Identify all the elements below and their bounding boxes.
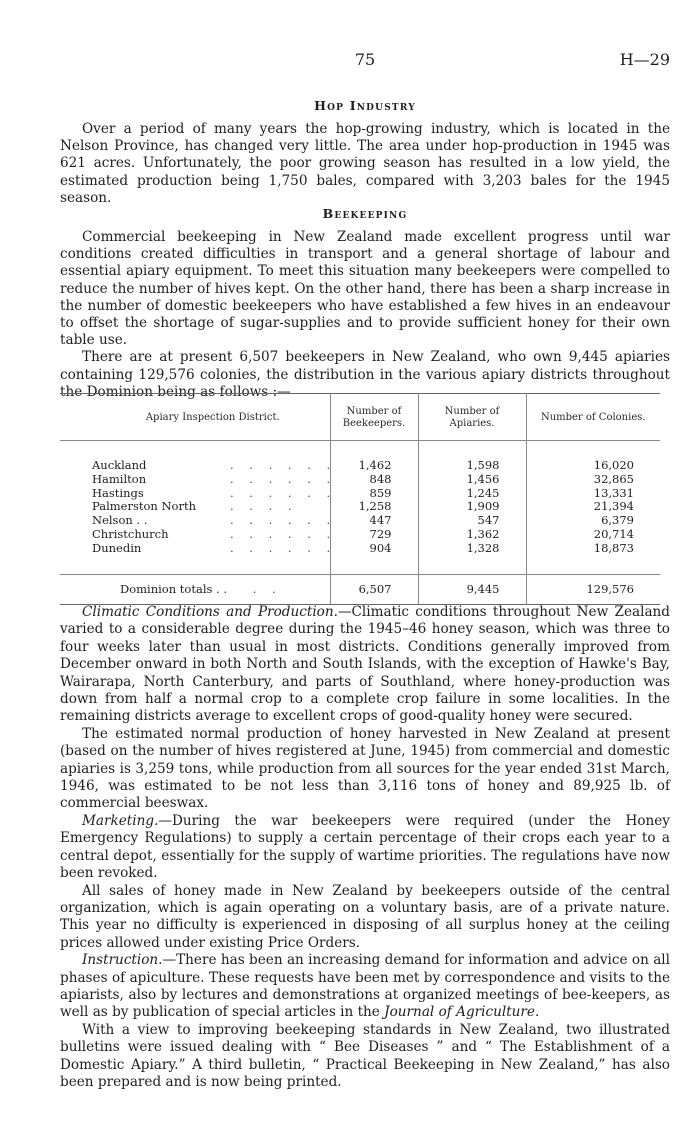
- total-beekeepers: 6,507: [330, 574, 418, 605]
- document-reference: H—29: [619, 50, 670, 69]
- district-name: Hamilton: [92, 471, 147, 486]
- apiaries-cell: 1,328: [418, 542, 526, 556]
- district-leader: . . . . . .: [230, 526, 337, 541]
- table-row: [60, 473, 660, 487]
- instruction-paragraph: [60, 952, 670, 1022]
- header-beekeepers: Number of Beekeepers.: [330, 394, 418, 441]
- district-cell: [60, 526, 337, 542]
- district-name: Christchurch: [92, 526, 169, 541]
- beekeeping-paragraph-1: Commercial beekeeping in New Zealand made excellent progress until war conditions created difficulties in transport and a general shortage of labour and essential apiary equipment. To meet this situation many beekeepers were compelled to reduce the number of hives kept. On the other hand, there has been a sharp increase in the number of domestic beekeepers who have established a few hives in an endeavour to offset the shortage of sugar-supplies and to provide sufficient honey for their own table use.: [60, 229, 670, 349]
- beekeepers-cell: 904: [330, 542, 418, 556]
- colonies-cell: 20,714: [526, 528, 660, 542]
- colonies-cell: 13,331: [526, 487, 660, 501]
- beekeeping-section: [60, 206, 670, 401]
- district-name: Hastings: [92, 485, 144, 500]
- beekeepers-cell: 447: [330, 514, 418, 528]
- table-row: [60, 487, 660, 501]
- instruction-title: Instruction.: [82, 952, 163, 969]
- district-cell: [60, 458, 337, 473]
- table-row: [60, 500, 660, 514]
- climatic-title: Climatic Conditions and Production.: [82, 604, 338, 620]
- beekeepers-cell: 1,462: [330, 459, 418, 473]
- apiaries-cell: 1,909: [418, 500, 526, 514]
- district-name: Dunedin: [92, 540, 142, 555]
- total-apiaries: 9,445: [418, 574, 526, 605]
- hop-industry-heading: Hop Industry: [314, 98, 416, 113]
- district-name: Auckland: [92, 458, 147, 472]
- district-name: Nelson . .: [92, 513, 148, 528]
- table-row: [60, 528, 660, 542]
- district-cell: [60, 513, 337, 528]
- beekeepers-cell: 859: [330, 487, 418, 501]
- district-leader: . . . . . .: [230, 485, 337, 500]
- district-cell: [60, 540, 337, 556]
- colonies-cell: 18,873: [526, 542, 660, 556]
- hop-industry-section: [60, 98, 670, 207]
- beekeepers-cell: 729: [330, 528, 418, 542]
- header-apiaries: Number of Apiaries.: [418, 394, 526, 441]
- district-cell: [60, 471, 337, 487]
- journal-title: Journal of Agriculture: [384, 1004, 535, 1021]
- table-row: [60, 514, 660, 528]
- district-name: Palmerston North: [92, 499, 196, 514]
- marketing-title: Marketing.: [82, 812, 159, 829]
- marketing-paragraph: [60, 813, 670, 883]
- table-spacer: [60, 441, 660, 460]
- apiaries-cell: 1,456: [418, 473, 526, 487]
- table-body: [60, 459, 660, 556]
- beekeepers-cell: 1,258: [330, 500, 418, 514]
- sales-paragraph: All sales of honey made in New Zealand by beekeepers outside of the central organization, which is again operating on a voluntary basis, are of a private nature. This year no difficulty is experienced in disposing of all surplus honey at the ceiling prices allowed under existing Price Orders.: [60, 882, 670, 951]
- colonies-cell: 6,379: [526, 514, 660, 528]
- total-label-cell: [60, 574, 330, 605]
- estimated-production-paragraph: The estimated normal production of honey harvested in New Zealand at present (based on the number of hives registered at June, 1945) from commercial and domestic apiaries is 3,259 tons, while production from all sources for the year ended 31st March, 1946, was estimated to be not less than 3,116 tons of honey and 89,925 lb. of commercial beeswax.: [60, 725, 670, 812]
- district-leader: . . . .: [230, 499, 298, 514]
- district-cell: [60, 485, 337, 501]
- apiaries-cell: 1,362: [418, 528, 526, 542]
- beekeepers-cell: 848: [330, 473, 418, 487]
- table-header-row: [60, 394, 660, 441]
- total-leader: . .: [252, 581, 282, 596]
- table-spacer-bottom: [60, 556, 660, 575]
- beekeeping-heading: Beekeeping: [322, 206, 408, 221]
- table-total-row: [60, 574, 660, 605]
- district-leader: . . . . . .: [230, 513, 337, 528]
- table-row: [60, 459, 660, 473]
- hop-industry-paragraph: Over a period of many years the hop-growing industry, which is located in the Nelson Province, has changed very little. The area under hop-production in 1945 was 621 acres. Unfortunately, the poor growing season has resulted in a low yield, the estimated production being 1,750 bales, compared with 3,203 bales for the 1945 season.: [60, 121, 670, 206]
- district-leader: . . . . . .: [230, 458, 337, 472]
- page-number: 75: [354, 50, 376, 69]
- colonies-cell: 21,394: [526, 500, 660, 514]
- colonies-cell: 32,865: [526, 473, 660, 487]
- apiaries-cell: 1,245: [418, 487, 526, 501]
- running-head: [60, 50, 670, 72]
- climatic-paragraph: [60, 604, 670, 726]
- colonies-cell: 16,020: [526, 459, 660, 473]
- climatic-text: —Climatic conditions throughout New Zealand varied to a considerable degree during the 1945–46 honey season, which was three to four weeks later than usual in most districts. Conditions generally improved from December onward in both North and South Islands, with the exception of Hawke's Bay, Wairarapa, North Canterbury, and parts of Southland, where honey-production was down from half a normal crop to a complete crop failure in some localities. In the remaining districts average to excellent crops of good-quality honey were secured.: [60, 604, 670, 725]
- total-colonies: 129,576: [526, 574, 660, 605]
- apiary-districts-table: [60, 393, 660, 605]
- marketing-text: —During the war beekeepers were required (under the Honey Emergency Regulations) to supply a certain percentage of their crops each year to a central depot, essentially for the supply of wartime priorities. The regulations have now been revoked.: [60, 812, 670, 882]
- header-colonies: Number of Colonies.: [526, 394, 660, 441]
- apiaries-cell: 547: [418, 514, 526, 528]
- apiary-table-wrap: [60, 393, 670, 605]
- district-leader: . . . . . .: [230, 540, 337, 555]
- bulletins-paragraph: With a view to improving beekeeping standards in New Zealand, two illustrated bulletins were issued dealing with “ Bee Diseases ” and “ The Establishment of a Domestic Apiary.” A third bulletin, “ Practical Beekeeping in New Zealand,” has also been prepared and is now being printed.: [60, 1021, 670, 1090]
- header-district: Apiary Inspection District.: [60, 394, 330, 441]
- instruction-text: —There has been an increasing demand for information and advice on all phases of apiculture. These requests have been met by correspondence and visits to the apiarists, also by lectures and demonstrations at organized meetings of bee-keepers, as well as by publication of special articles in the: [60, 952, 670, 1021]
- apiary-report-body: [60, 604, 670, 1091]
- table-row: [60, 542, 660, 556]
- district-leader: . . . . . .: [230, 471, 337, 486]
- apiaries-cell: 1,598: [418, 459, 526, 473]
- district-cell: [60, 500, 330, 514]
- instruction-text-end: .: [534, 1004, 540, 1021]
- beekeeping-paragraph-2: There are at present 6,507 beekeepers in New Zealand, who own 9,445 apiaries containing 129,576 colonies, the distribution in the various apiary districts throughout the Dominion being as follows :—: [60, 349, 670, 400]
- total-label: Dominion totals . .: [120, 581, 228, 596]
